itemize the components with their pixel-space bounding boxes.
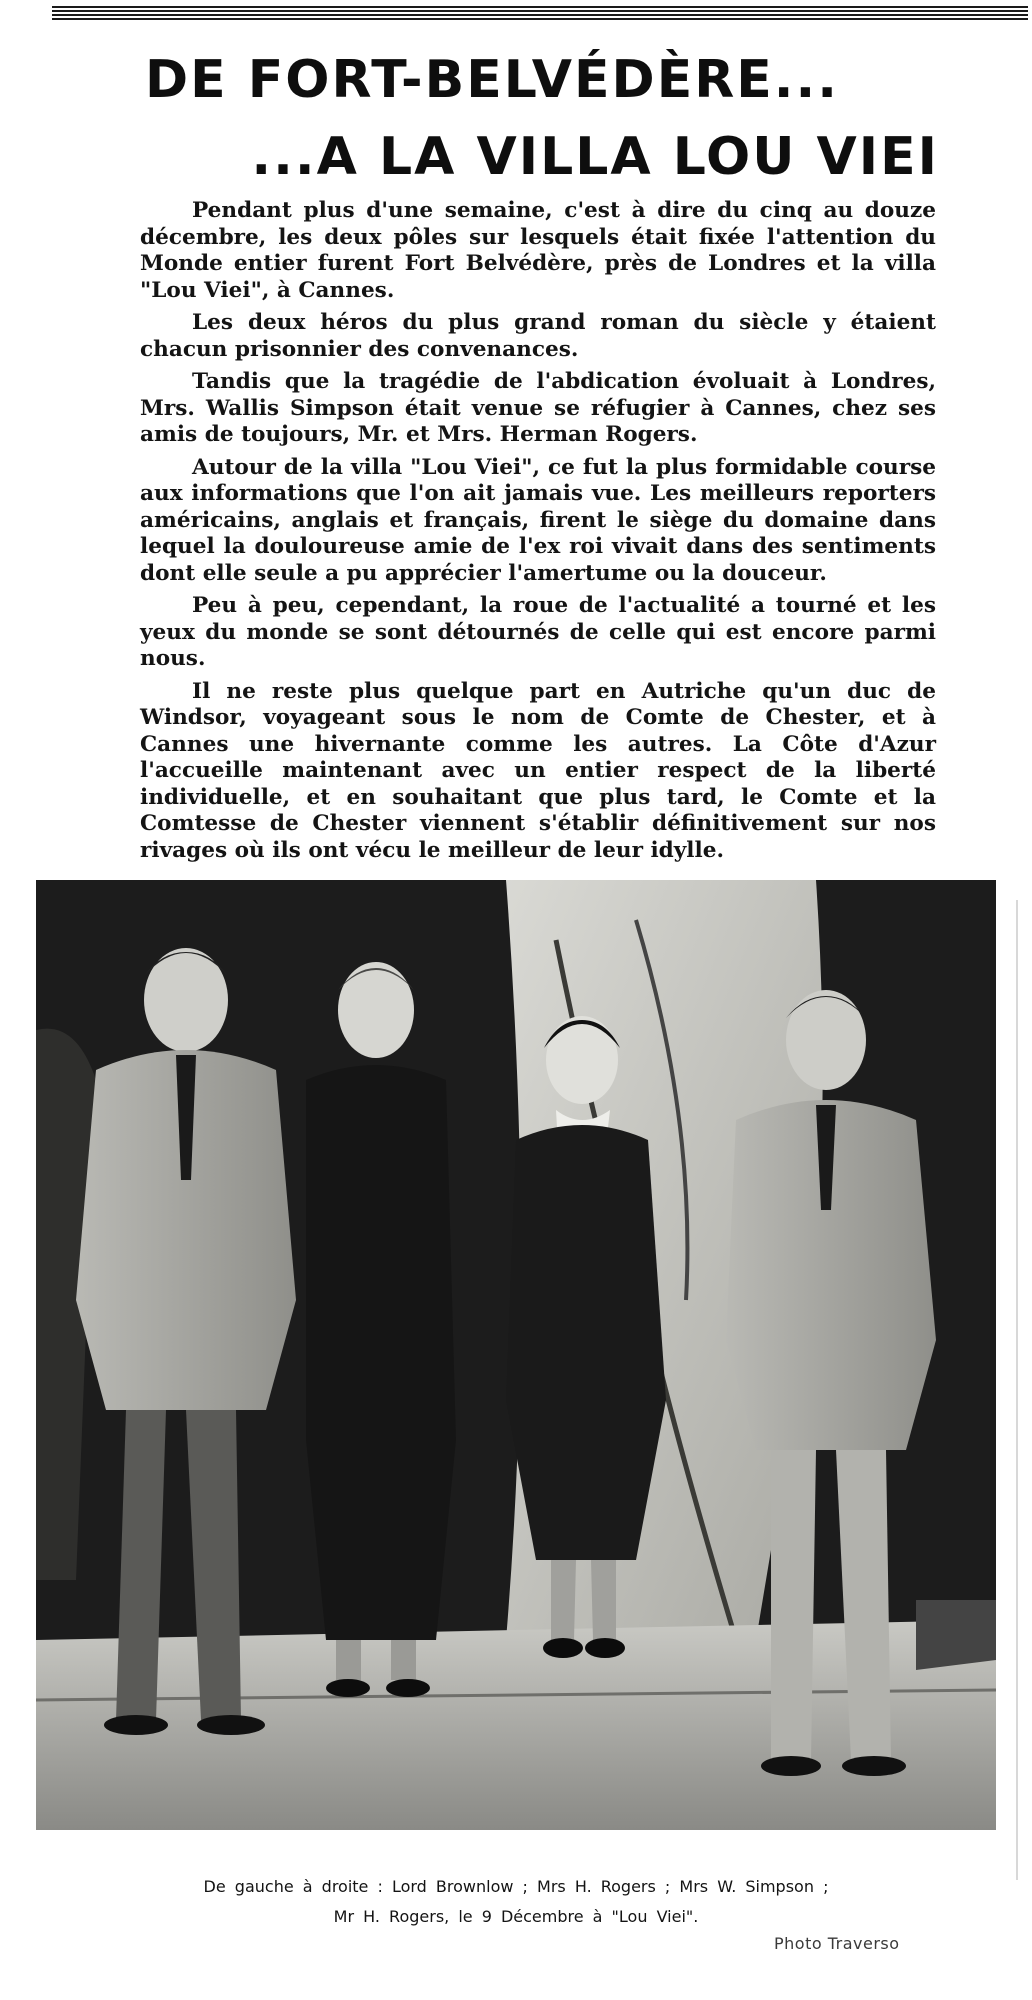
article-paragraph: Il ne reste plus quelque part en Autriche qu'un duc de Windsor, voyageant sous le nom de Comte de Chester, et à Cannes une hivernante comme les autres. La Côte d'Azur l'accueille maintenant avec un entier respect de la liberté individuelle, et en souhaitant que plus tard, le Comte et la Comtesse de Chester viennent s'établir définitivement sur nos rivages où ils ont vécu le meilleur de leur idylle. — [140, 678, 936, 863]
article-paragraph: Tandis que la tragédie de l'abdication évoluait à Londres, Mrs. Wallis Simpson était venue se réfugier à Cannes, chez ses amis de toujours, Mr. et Mrs. Herman Rogers. — [140, 369, 936, 447]
page-edge-line — [1016, 900, 1018, 1880]
top-double-rule — [52, 6, 1028, 22]
article-paragraph: Peu à peu, cependant, la roue de l'actualité a tourné et les yeux du monde se sont détournés de celle qui est encore parmi nous. — [140, 593, 936, 671]
article-paragraph: Pendant plus d'une semaine, c'est à dire du cinq au douze décembre, les deux pôles sur lesquels était fixée l'attention du Monde entier furent Fort Belvédère, près de Londres et la villa "Lou Viei", à Cannes. — [140, 198, 936, 303]
photo-credit: Photo Traverso — [774, 1934, 900, 1953]
headline-line-1: DE FORT-BELVÉDÈRE... — [145, 50, 840, 110]
headline-line-2: ...A LA VILLA LOU VIEI — [251, 127, 939, 187]
photo-illustration — [36, 880, 996, 1830]
group-photograph — [36, 880, 996, 1830]
photo-caption — [60, 1872, 972, 1932]
article-paragraph: Autour de la villa "Lou Viei", ce fut la plus formidable course aux informations que l'on ait jamais vue. Les meilleurs reporters américains, anglais et français, firent le siège du domaine dans lequel la douloureuse amie de l'ex roi vivait dans des sentiments dont elle seule a pu apprécier l'amertume ou la douceur. — [140, 454, 936, 586]
caption-line-1: De gauche à droite : Lord Brownlow ; Mrs H. Rogers ; Mrs W. Simpson ; — [203, 1877, 829, 1896]
garden-plants — [916, 1600, 996, 1670]
caption-line-2: Mr H. Rogers, le 9 Décembre à "Lou Viei". — [333, 1907, 699, 1926]
article-body — [140, 198, 936, 870]
article-paragraph: Les deux héros du plus grand roman du siècle y étaient chacun prisonnier des convenances. — [140, 310, 936, 362]
